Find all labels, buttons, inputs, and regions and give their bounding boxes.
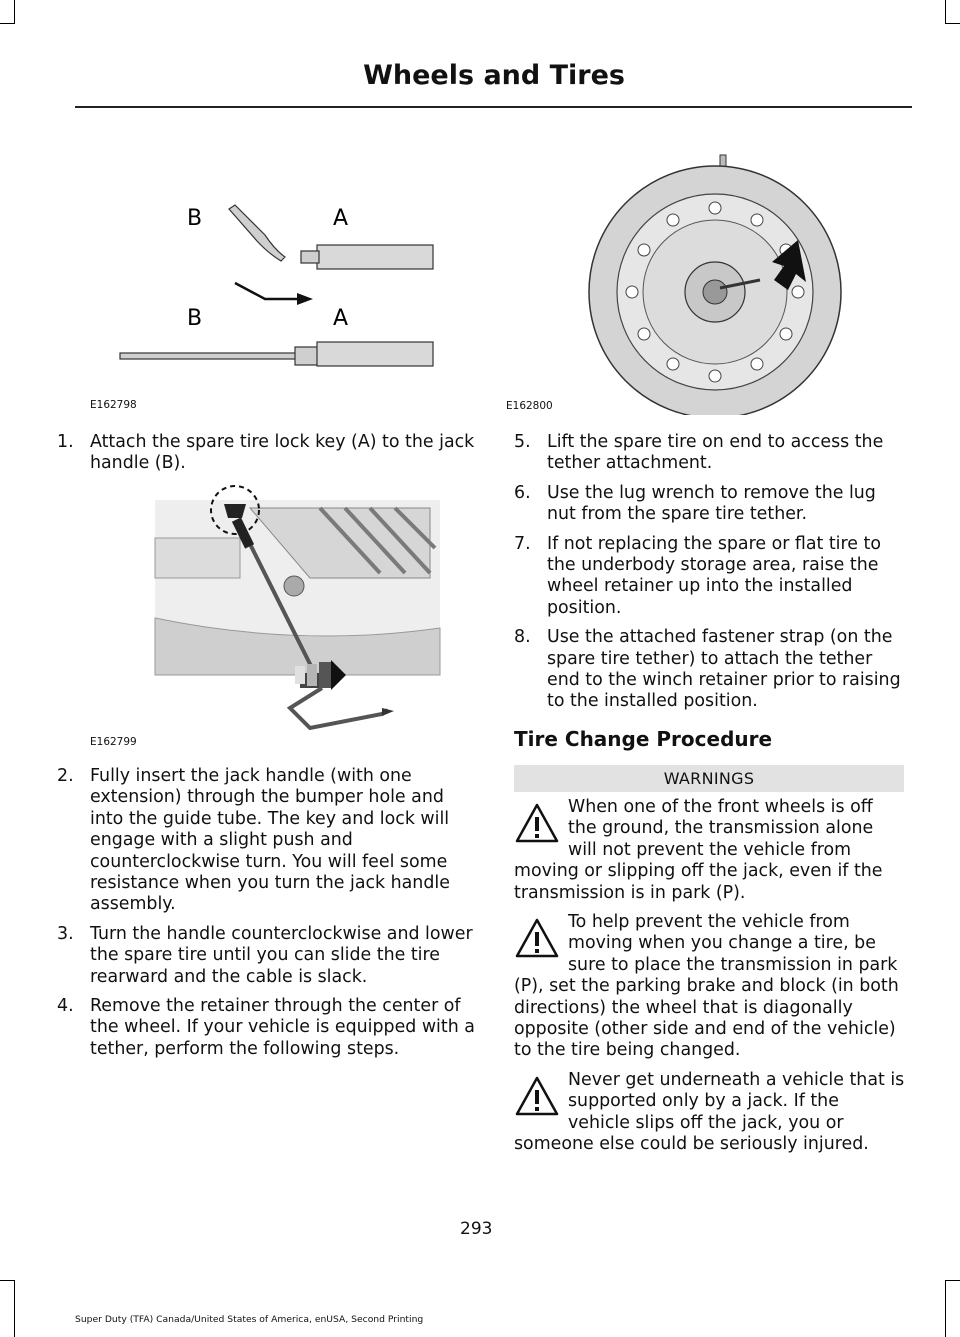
step-text: Use the attached fastener strap (on the spare tire tether) to attach the tether end to the winch retainer prior to raising to the installed position.: [547, 627, 901, 712]
step-number: 3.: [57, 923, 74, 944]
label-b-top: B: [187, 206, 203, 231]
crop-mark: [0, 1280, 15, 1281]
steps-list-left-bottom: [57, 766, 477, 1068]
figure-code: E162799: [90, 736, 137, 748]
step-text: Lift the spare tire on end to access the tether attachment.: [547, 432, 884, 474]
page-number: 293: [460, 1219, 493, 1239]
step-text: Use the lug wrench to remove the lug nut from the spare tire tether.: [547, 482, 876, 525]
list-item: [57, 924, 477, 988]
list-item: [514, 627, 909, 713]
warning-text: To help prevent the vehicle from moving when you change a tire, be sure to place the transmission in park (P), set the parking brake and block (in both directions) the wheel that is diagonally opposite (other side and end of the vehicle) to the tire being changed.: [514, 912, 899, 1061]
step-number: 4.: [57, 996, 74, 1017]
step-text: Turn the handle counterclockwise and lower the spare tire until you can slide the tire rearward and the cable is slack.: [90, 923, 473, 987]
step-text: Fully insert the jack handle (with one extension) through the bumper hole and into the guide tube. The key and lock will engage with a slight push and counterclockwise turn. You will feel some resistance when you turn the jack handle assembly.: [90, 766, 450, 915]
warning-item: [514, 912, 906, 1062]
steps-list-left-top: [57, 432, 487, 483]
figure-jack-through-bumper: [90, 478, 445, 748]
label-b-bottom: B: [187, 306, 203, 331]
warning-triangle-icon: [514, 916, 560, 962]
steps-list-right: [514, 432, 909, 721]
step-text: Remove the retainer through the center of the wheel. If your vehicle is equipped with a tether, perform the following steps.: [90, 996, 475, 1059]
crop-mark: [945, 23, 960, 24]
warning-text: When one of the front wheels is off the ground, the transmission alone will not prevent the vehicle from moving or slipping off the jack, even if the transmission is in park (P).: [514, 797, 883, 903]
warning-triangle-icon: [514, 1074, 560, 1120]
figure-code: E162800: [506, 400, 553, 412]
page-title: Wheels and Tires: [363, 60, 625, 91]
warning-item: [514, 1070, 906, 1156]
step-number: 5.: [514, 432, 531, 452]
list-item: [514, 483, 909, 526]
list-item: [57, 766, 477, 916]
step-number: 7.: [514, 533, 531, 554]
footer-text: Super Duty (TFA) Canada/United States of America, enUSA, Second Printing: [75, 1314, 424, 1325]
crop-mark: [945, 1280, 946, 1337]
figure-spare-tire: [506, 150, 900, 415]
crop-mark: [945, 1280, 960, 1281]
figure-code: E162798: [90, 399, 137, 411]
list-item: [514, 432, 909, 475]
crop-mark: [14, 1280, 15, 1337]
warning-text: Never get underneath a vehicle that is supported only by a jack. If the vehicle slips off the jack, you or someone else could be seriously injured.: [514, 1070, 905, 1155]
label-a-top: A: [333, 206, 349, 231]
warning-item: [514, 797, 906, 904]
crop-mark: [14, 0, 15, 24]
list-item: [57, 432, 487, 475]
list-item: [514, 534, 909, 620]
warnings-heading: WARNINGS: [514, 765, 904, 792]
crop-mark: [945, 0, 946, 24]
warning-triangle-icon: [514, 801, 560, 847]
section-title: Tire Change Procedure: [514, 727, 773, 751]
step-number: 1.: [57, 432, 74, 452]
header-divider: [75, 106, 912, 108]
step-number: 2.: [57, 766, 74, 786]
crop-mark: [0, 23, 15, 24]
label-a-bottom: A: [333, 306, 349, 331]
list-item: [57, 996, 477, 1060]
step-number: 8.: [514, 627, 531, 648]
figure-key-and-handle: [90, 195, 445, 411]
step-text: If not replacing the spare or flat tire to the underbody storage area, raise the wheel retainer up into the installed position.: [547, 533, 881, 618]
step-text: Attach the spare tire lock key (A) to the jack handle (B).: [90, 432, 475, 474]
step-number: 6.: [514, 482, 531, 503]
